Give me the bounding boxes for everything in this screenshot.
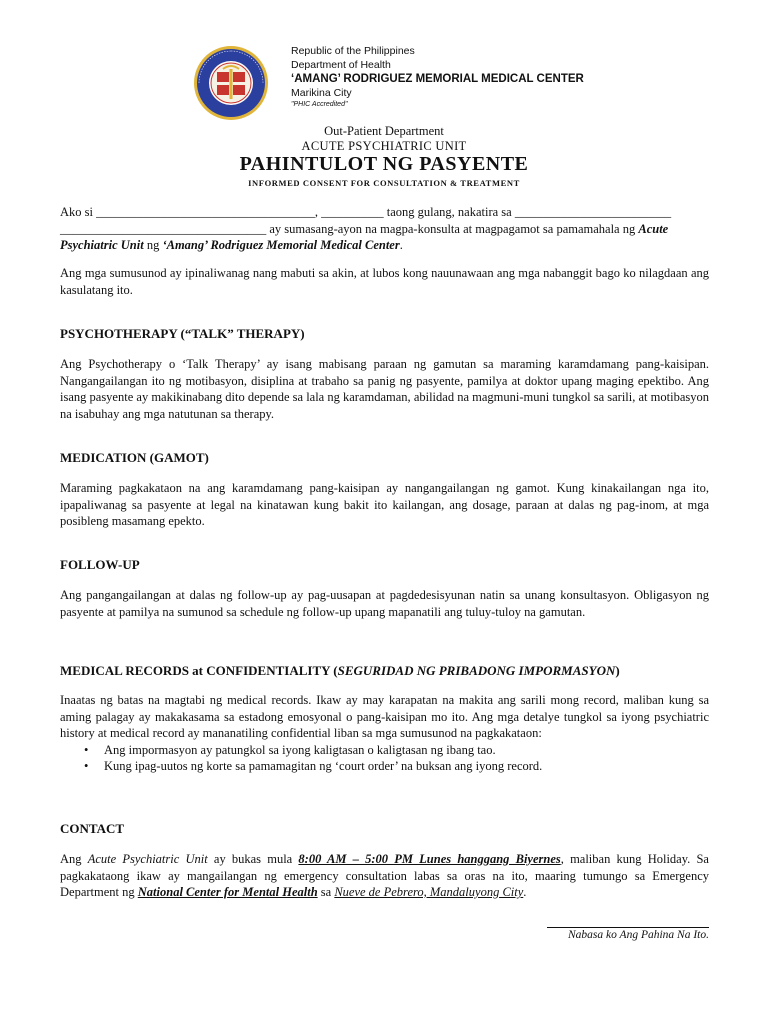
list-item: • Kung ipag-uutos ng korte sa pamamagitan ng ‘court order’ na buksan ang iyong record.	[104, 758, 709, 775]
psychotherapy-heading: PSYCHOTHERAPY (“TALK” THERAPY)	[60, 326, 305, 341]
unit-name: ACUTE PSYCHIATRIC UNIT	[301, 139, 467, 153]
medication-heading: MEDICATION (GAMOT)	[60, 450, 209, 465]
office-hours: 8:00 AM – 5:00 PM Lunes hanggang Biyernes	[298, 852, 561, 866]
intro-paragraph	[60, 204, 709, 254]
ncmh-address: Nueve de Pebrero, Mandaluyong City	[334, 885, 524, 899]
page-subtitle: INFORMED CONSENT FOR CONSULTATION & TREATMENT	[248, 178, 520, 188]
hospital-seal-logo	[193, 45, 269, 121]
ncmh-name: National Center for Mental Health	[137, 885, 318, 899]
letterhead	[291, 44, 584, 110]
intro-line-2: _________________________________ ay sumasang-ayon na magpa-konsulta at magpagamot sa pamamahala ng Acute Psychiatric Unit ng ‘Amang’ Rodriguez Memorial Medical Center.	[60, 221, 669, 252]
department-line: Department of Health	[291, 59, 391, 71]
signature-line	[547, 927, 709, 928]
city-line: Marikina City	[291, 87, 352, 99]
confidentiality-exceptions-list	[60, 742, 709, 775]
acknowledgement-paragraph: Ang mga sumusunod ay ipinaliwanag nang mabuti sa akin, at lubos kong nauunawaan ang mga nabanggit bago ko nilagdaan ang kasulatang ito.	[60, 266, 709, 297]
contact-text: Ang Acute Psychiatric Unit ay bukas mula 8:00 AM – 5:00 PM Lunes hanggang Biyernes, maliban kung Holiday. Sa pagkakataong ikaw ay mangailangan ng emergency consultation labas sa oras na ito, maaring tumungo sa Emergency Department ng National Center for Mental Health sa Nueve de Pebrero, Mandaluyong City.	[60, 852, 709, 899]
department-name: Out-Patient Department	[324, 124, 444, 138]
unit-name-inline: Acute Psychiatric Unit	[60, 221, 669, 252]
medical-records-heading: MEDICAL RECORDS at CONFIDENTIALITY (SEGURIDAD NG PRIBADONG IMPORMASYON)	[60, 663, 620, 678]
contact-heading: CONTACT	[60, 821, 125, 836]
hospital-name: ‘AMANG’ RODRIGUEZ MEMORIAL MEDICAL CENTER	[291, 73, 584, 85]
list-item: • Ang impormasyon ay patungkol sa iyong kaligtasan o kaligtasan ng ibang tao.	[104, 742, 709, 759]
republic-line: Republic of the Philippines	[291, 45, 415, 57]
intro-line-1: Ako si ___________________________________, __________ taong gulang, nakatira sa _________________________	[60, 205, 672, 219]
psychotherapy-text: Ang Psychotherapy o ‘Talk Therapy’ ay isang mabisang paraan ng gamutan sa maraming karamdamang pang-kaisipan. Nangangailangan ito ng motibasyon, disiplina at trabaho sa panig ng pasyente, pamilya at doktor upang maging epektibo. Ang isang pasyente ay makikinabang dito depende sa lala ng karamdaman, abilidad na magmuni-muni tungkol sa sarili, at motibasyon na isabuhay ang mga natutunan sa therapy.	[60, 357, 709, 421]
follow-up-heading: FOLLOW-UP	[60, 557, 140, 572]
follow-up-text: Ang pangangailangan at dalas ng follow-up ay pag-uusapan at pagdedesisyunan natin sa unang konsultasyon. Obligasyon ng pasyente at pamilya na sumunod sa schedule ng follow-up upang mapanatili ang tuluy-tuloy na gamutan.	[60, 588, 709, 619]
page-title: PAHINTULOT NG PASYENTE	[239, 153, 529, 175]
medical-records-text: Inaatas ng batas na magtabi ng medical records. Ikaw ay may karapatan na makita ang sarili mong record, maliban kung sa aming palagay ay makakasama sa estadong emosyonal o pang-kaisipan mo ito. Ang mga detalye tungkol sa iyong psychiatric history at medical record ay mananatiling confidential liban sa mga sumusunod na pagkakataon: • Ang impormasyon ay patungkol sa iyong kaligtasan o kaligtasan ng ibang tao. • Kung ipag-uutos ng korte sa pamamagitan ng ‘court order’ na buksan ang iyong record.	[60, 692, 709, 775]
accreditation-line: "PHIC Accredited"	[291, 101, 348, 108]
signature-caption: Nabasa ko Ang Pahina Na Ito.	[568, 929, 709, 941]
center-name-inline: ‘Amang’ Rodriguez Memorial Medical Center	[162, 238, 400, 252]
medication-text: Maraming pagkakataon na ang karamdamang pang-kaisipan ay nangangailangan ng gamot. Kung kinakailangan nga ito, ipapaliwanag sa pasyente at legal na kinatawan kung bakit ito kailangan, ang dosage, paraan at dalas ng pag-inom, at mga posibleng masamang epekto.	[60, 481, 709, 528]
